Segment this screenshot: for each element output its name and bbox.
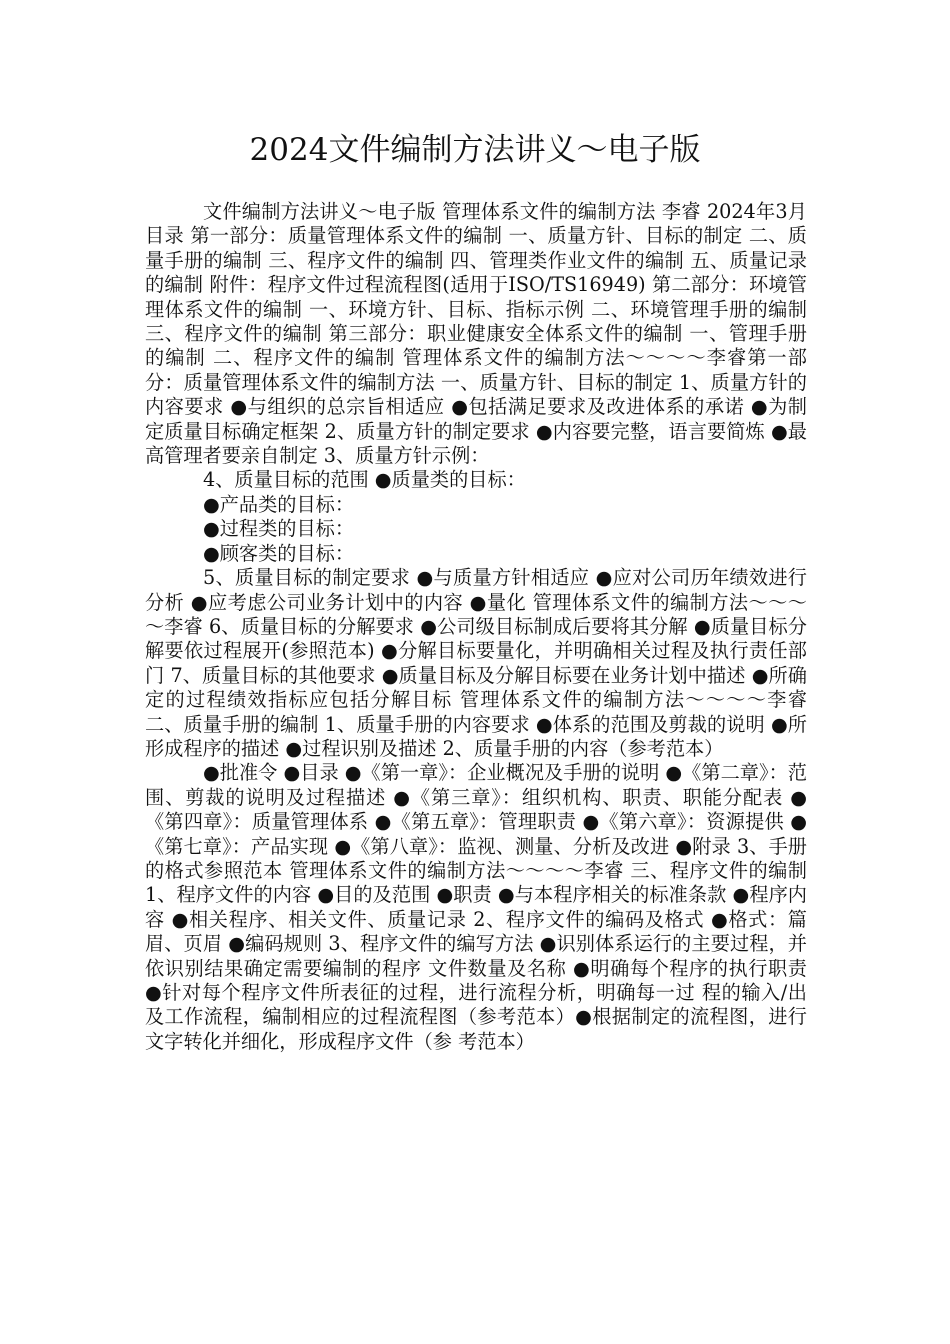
paragraph-customer-target: ●顾客类的目标：: [203, 541, 355, 565]
document-title: 2024文件编制方法讲义～电子版: [249, 132, 701, 168]
paragraph-target-scope: 4、质量目标的范围 ●质量类的目标：: [203, 468, 526, 492]
paragraph-process-target: ●过程类的目标：: [203, 517, 355, 541]
document-body: [145, 200, 807, 1054]
paragraph-product-target: ●产品类的目标：: [203, 492, 355, 516]
paragraph-target-requirements: 5、质量目标的制定要求 ●与质量方针相适应 ●应对公司历年绩效进行分析 ●应考虑公司业务计划中的内容 ●量化 管理体系文件的编制方法～～～～李睿 6、质量目标的分解要求 ●公司级目标制成后要将其分解 ●质量目标分解要依过程展开(参照范本) ●分解目标要量化，并明确相关过程及执行责任部门 7、质量目标的其他要求 ●质量目标及分解目标要在业务计划中描述 ●所确定的过程绩效指标应包括分解目标 管理体系文件的编制方法～～～～李睿 二、质量手册的编制 1、质量手册的内容要求 ●体系的范围及剪裁的说明 ●所形成程序的描述 ●过程识别及描述 2、质量手册的内容（参考范本）: [145, 566, 807, 760]
paragraph-intro-toc: 文件编制方法讲义～电子版 管理体系文件的编制方法 李睿 2024年3月 目录 第一部分：质量管理体系文件的编制 一、质量方针、目标的制定 二、质量手册的编制 三、程序文件的编制 四、管理类作业文件的编制 五、质量记录的编制 附件：程序文件过程流程图(适用于ISO/TS16949) 第二部分：环境管理体系文件的编制 一、环境方针、目标、指标示例 二、环境管理手册的编制 三、程序文件的编制 第三部分：职业健康安全体系文件的编制 一、管理手册的编制 二、程序文件的编制 管理体系文件的编制方法～～～～李睿第一部分：质量管理体系文件的编制方法 一、质量方针、目标的制定 1、质量方针的内容要求 ●与组织的总宗旨相适应 ●包括满足要求及改进体系的承诺 ●为制定质量目标确定框架 2、质量方针的制定要求 ●内容要完整，语言要简炼 ●最高管理者要亲自制定 3、质量方针示例：: [145, 200, 807, 468]
paragraph-manual-procedures: ●批准令 ●目录 ●《第一章》：企业概况及手册的说明 ●《第二章》：范围、剪裁的说明及过程描述 ●《第三章》：组织机构、职责、职能分配表 ●《第四章》：质量管理体系 ●《第五章》：管理职责 ●《第六章》：资源提供 ●《第七章》：产品实现 ●《第八章》：监视、测量、分析及改进 ●附录 3、手册的格式参照范本 管理体系文件的编制方法～～～～李睿 三、程序文件的编制 1、程序文件的内容 ●目的及范围 ●职责 ●与本程序相关的标准条款 ●程序内容 ●相关程序、相关文件、质量记录 2、程序文件的编码及格式 ●格式：篇眉、页眉 ●编码规则 3、程序文件的编写方法 ●识别体系运行的主要过程，并依识别结果确定需要编制的程序 文件数量及名称 ●明确每个程序的执行职责 ●针对每个程序文件所表征的过程，进行流程分析，明确每一过 程的输入/出及工作流程，编制相应的过程流程图（参考范本）●根据制定的流程图，进行文字转化并细化，形成程序文件（参 考范本）: [145, 761, 807, 1053]
